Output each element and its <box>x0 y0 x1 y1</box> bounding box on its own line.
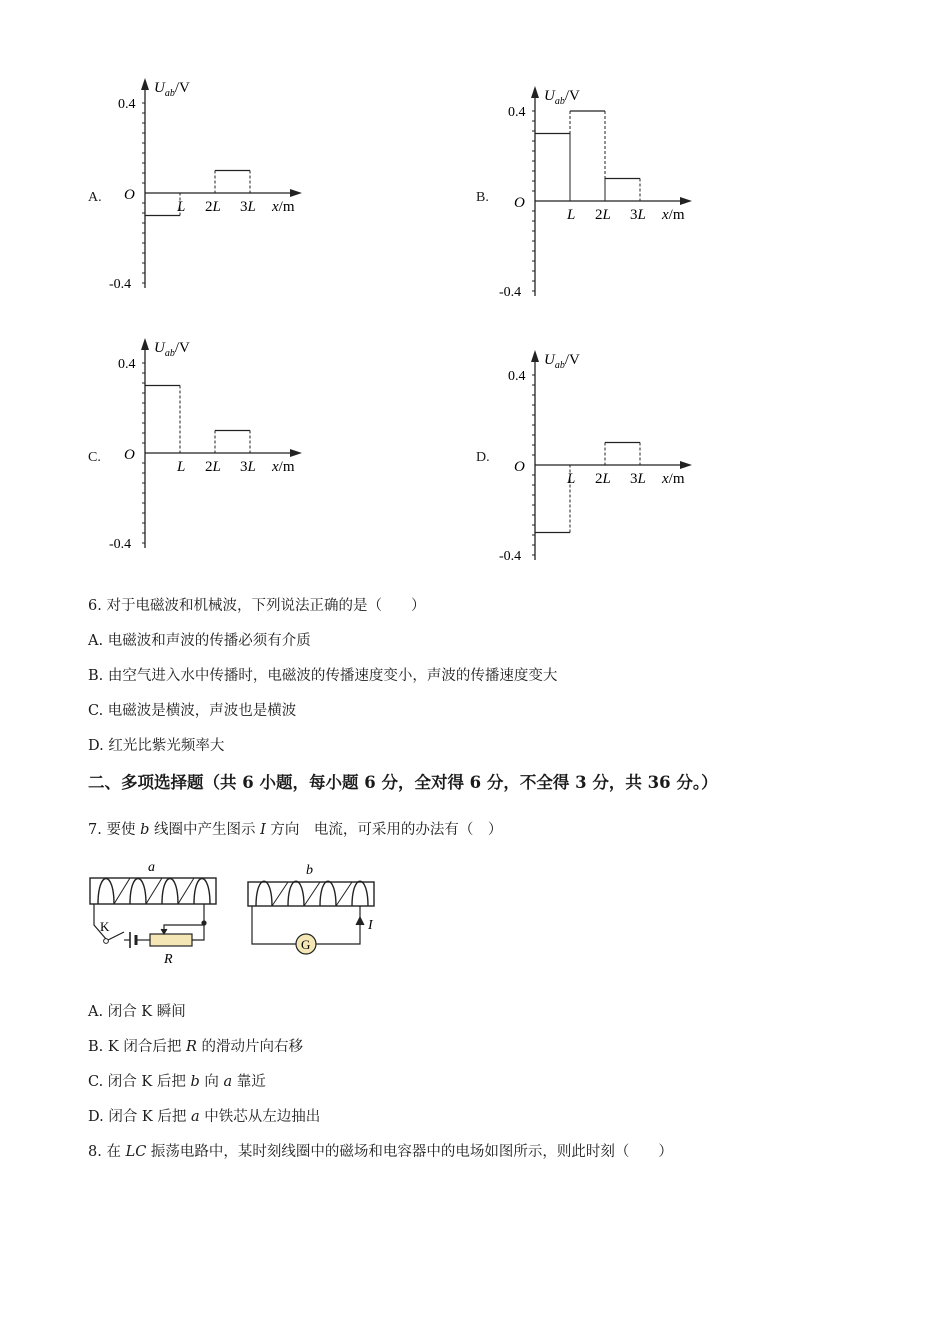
q7-stem-mid: 线圈中产生图示 <box>149 822 261 838</box>
q7-d-post: 中铁芯从左边抽出 <box>199 1109 321 1125</box>
x-axis-arrow-icon <box>290 449 302 457</box>
q7-stem-b: b <box>140 822 150 838</box>
x-tick-label: 2L <box>595 471 611 487</box>
q6-stem: 6. 对于电磁波和机械波，下列说法正确的是（ ） <box>88 598 426 614</box>
galvanometer-label: G <box>301 937 311 952</box>
q7-stem-pre: 7. 要使 <box>88 822 141 838</box>
option-d-letter: D. <box>476 450 490 465</box>
x-tick-label: L <box>177 459 186 475</box>
graph-c <box>100 330 340 570</box>
q7-b-post: 的滑动片向右移 <box>196 1039 303 1055</box>
coil-a <box>90 878 216 904</box>
y-axis-label: $U_{ab}/V$ <box>544 88 580 107</box>
x-tick-label: L <box>177 199 186 215</box>
origin-label: O <box>514 459 525 475</box>
q6-option-d: D. 红光比紫光频率大 <box>88 738 225 754</box>
switch-k <box>104 939 109 944</box>
origin-label: O <box>514 195 525 211</box>
x-tick-label: L <box>567 207 576 223</box>
x-tick-label: 3L <box>630 471 646 487</box>
current-arrow-icon <box>356 917 364 925</box>
y-tick-top: 0.4 <box>508 105 526 120</box>
option-a-letter: A. <box>88 190 102 205</box>
rheostat-label: R <box>164 952 173 967</box>
y-axis-label: $U_{ab}/V$ <box>154 80 190 99</box>
rheostat <box>150 934 192 946</box>
q8-stem-post: 振荡电路中，某时刻线圈中的磁场和电容器中的电场如图所示，则此时刻（ ） <box>146 1144 673 1160</box>
y-tick-bottom: -0.4 <box>499 549 522 564</box>
section-2-heading: 二、多项选择题（共 6 小题，每小题 6 分，全对得 6 分，不全得 3 分，共 36 分。） <box>88 773 718 792</box>
x-axis-label: x/m <box>272 459 295 475</box>
q7-option-c <box>88 1070 266 1091</box>
y-tick-top: 0.4 <box>118 97 136 112</box>
switch-label: K <box>100 919 110 934</box>
q7-c-a: a <box>223 1074 233 1090</box>
option-c-letter: C. <box>88 450 101 465</box>
coil-b <box>248 881 374 906</box>
q6-option-a: A. 电磁波和声波的传播必须有介质 <box>88 633 311 649</box>
x-tick-label: 3L <box>630 207 646 223</box>
q8-stem-lc: LC <box>125 1144 147 1160</box>
y-tick-top: 0.4 <box>118 357 136 372</box>
x-tick-label: 2L <box>595 207 611 223</box>
x-tick-label: 2L <box>205 459 221 475</box>
y-axis-arrow-icon <box>531 86 539 98</box>
q7-stem-i: I <box>260 822 266 838</box>
x-axis-label: x/m <box>272 199 295 215</box>
x-axis-label: x/m <box>662 471 685 487</box>
q7-c-post: 靠近 <box>232 1074 266 1090</box>
coil-a-label: a <box>148 860 155 875</box>
y-tick-bottom: -0.4 <box>499 285 522 300</box>
y-tick-bottom: -0.4 <box>109 537 132 552</box>
x-axis-arrow-icon <box>290 189 302 197</box>
x-axis-label: x/m <box>662 207 685 223</box>
q7-stem-post: 方向 电流，可采用的办法有（ ） <box>265 822 503 838</box>
q7-d-pre: D. 闭合 K 后把 <box>88 1109 191 1125</box>
graph-a <box>100 70 340 310</box>
q7-b-r: R <box>185 1039 197 1055</box>
q7-option-a: A. 闭合 K 瞬间 <box>88 1004 186 1020</box>
y-tick-top: 0.4 <box>508 369 526 384</box>
x-tick-label: 3L <box>240 459 256 475</box>
q7-b-pre: B. K 闭合后把 <box>88 1039 186 1055</box>
x-axis-arrow-icon <box>680 461 692 469</box>
option-b-letter: B. <box>476 190 489 205</box>
graph-b <box>490 78 730 318</box>
q8-stem-pre: 8. 在 <box>88 1144 126 1160</box>
y-axis-arrow-icon <box>141 338 149 350</box>
x-tick-label: 3L <box>240 199 256 215</box>
y-axis-arrow-icon <box>531 350 539 362</box>
graph-d <box>490 342 730 582</box>
q7-c-b: b <box>190 1074 200 1090</box>
current-label: I <box>368 918 373 933</box>
y-axis-label: $U_{ab}/V$ <box>154 340 190 359</box>
origin-label: O <box>124 187 135 203</box>
q7-option-b <box>88 1035 303 1056</box>
q6-option-b: B. 由空气进入水中传播时，电磁波的传播速度变小，声波的传播速度变大 <box>88 668 558 684</box>
y-axis-arrow-icon <box>141 78 149 90</box>
y-axis-label: $U_{ab}/V$ <box>544 352 580 371</box>
y-tick-bottom: -0.4 <box>109 277 132 292</box>
x-axis-arrow-icon <box>680 197 692 205</box>
q7-d-a: a <box>191 1109 200 1125</box>
q8-stem <box>88 1140 673 1161</box>
x-tick-label: 2L <box>205 199 221 215</box>
q6-option-c: C. 电磁波是横波，声波也是横波 <box>88 703 297 719</box>
q7-option-d <box>88 1105 320 1126</box>
origin-label: O <box>124 447 135 463</box>
coil-b-label: b <box>306 863 313 878</box>
x-tick-label: L <box>567 471 576 487</box>
q7-circuit-figure <box>84 855 384 970</box>
q7-c-mid: 向 <box>199 1074 224 1090</box>
q7-stem <box>88 818 502 839</box>
q7-c-pre: C. 闭合 K 后把 <box>88 1074 191 1090</box>
